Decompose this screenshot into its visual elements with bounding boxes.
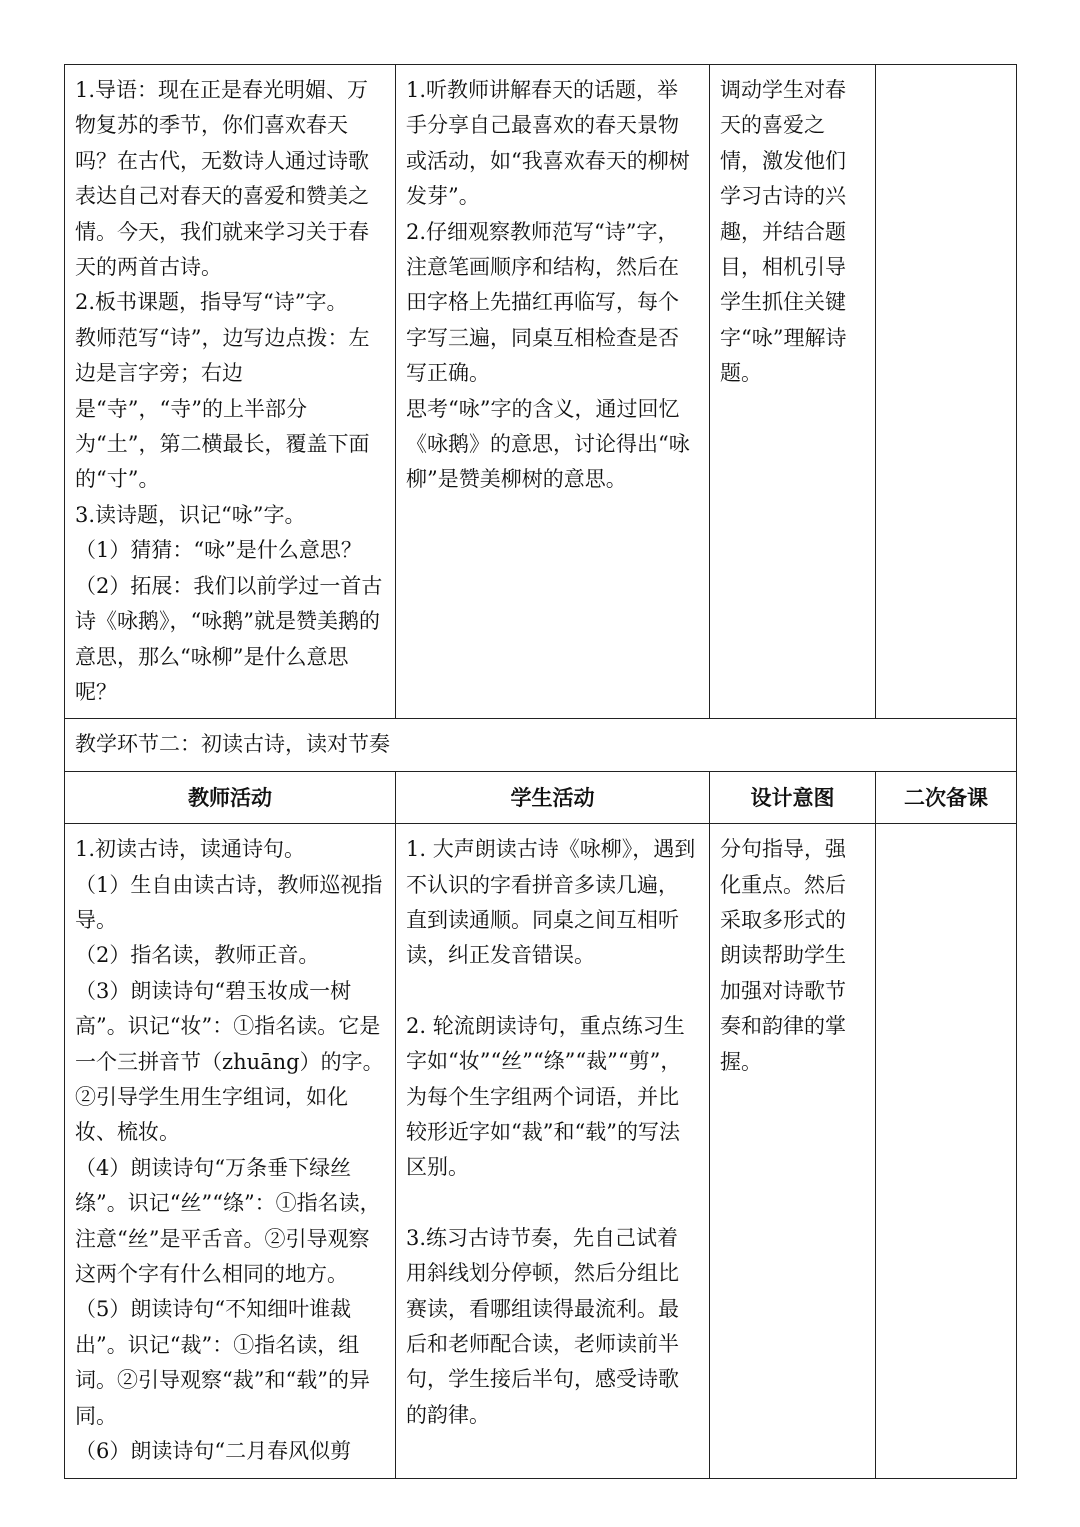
paragraph: 1.听教师讲解春天的话题，举手分享自己最喜欢的春天景物或活动，如“我喜欢春天的柳树发芽”。: [406, 78, 690, 209]
student-activity-cell: [396, 65, 710, 719]
second-prep-cell: [876, 65, 1017, 719]
blank-line: [406, 974, 699, 1009]
paragraph: （1）生自由读古诗，教师巡视指导。: [75, 872, 383, 932]
section-title: 教学环节二：初读古诗，读对节奏: [65, 719, 1017, 771]
activity-row-1: [65, 65, 1017, 719]
paragraph: 2.仔细观察教师范写“诗”字，注意笔画顺序和结构，然后在田字格上先描红再临写，每个字写三遍，同桌互相检查是否写正确。: [406, 219, 679, 386]
paragraph: （1）猜猜：“咏”是什么意思？: [75, 538, 362, 563]
header-second-prep: 二次备课: [876, 771, 1017, 823]
activity-row-2: [65, 824, 1017, 1479]
paragraph: （5）朗读诗句“不知细叶谁裁出”。识记“裁”：①指名读，组词。②引导观察“裁”和“载”的异同。: [75, 1297, 370, 1428]
header-design-intent: 设计意图: [710, 771, 876, 823]
second-prep-cell: [876, 824, 1017, 1479]
header-row: [65, 771, 1017, 823]
paragraph: 3.练习古诗节奏，先自己试着用斜线划分停顿，然后分组比赛读，看哪组读得最流利。最后和老师配合读，老师读前半句，学生接后半句，感受诗歌的韵律。: [406, 1225, 679, 1427]
paragraph: （2）指名读，教师正音。: [75, 943, 320, 968]
paragraph: 思考“咏”字的含义，通过回忆《咏鹅》的意思，讨论得出“咏柳”是赞美柳树的意思。: [406, 396, 690, 492]
section-row: [65, 719, 1017, 771]
paragraph: （3）朗读诗句“碧玉妆成一树高”。识记“妆”：①指名读。它是一个三拼音节（zhuāng）的字。②引导学生用生字组词，如化妆、梳妆。: [75, 978, 384, 1145]
teacher-activity-cell: [65, 824, 396, 1479]
paragraph: （4）朗读诗句“万条垂下绿丝绦”。识记“丝”“绦”：①指名读，注意“丝”是平舌音。②引导观察这两个字有什么相同的地方。: [75, 1155, 381, 1286]
paragraph: 1. 大声朗读古诗《咏柳》，遇到不认识的字看拼音多读几遍，直到读通顺。同桌之间互相听读，纠正发音错误。: [406, 837, 696, 968]
paragraph: 1.初读古诗，读通诗句。: [75, 837, 306, 862]
paragraph: 教师范写“诗”，边写边点拨：左边是言字旁；右边是“寺”，“寺”的上半部分为“土”，第二横最长，覆盖下面的“寸”。: [75, 325, 370, 492]
paragraph: 分句指导，强化重点。然后采取多形式的朗读帮助学生加强对诗歌节奏和韵律的掌握。: [720, 837, 846, 1074]
header-student-activity: 学生活动: [396, 771, 710, 823]
paragraph: （2）拓展：我们以前学过一首古诗《咏鹅》，“咏鹅”就是赞美鹅的意思，那么“咏柳”是什么意思呢？: [75, 573, 383, 704]
paragraph: 2.板书课题，指导写“诗”字。: [75, 290, 348, 315]
paragraph: 3.读诗题，识记“咏”字。: [75, 502, 306, 527]
header-teacher-activity: 教师活动: [65, 771, 396, 823]
paragraph: 2. 轮流朗读诗句，重点练习生字如“妆”“丝”“绦”“裁”“剪”，为每个生字组两个词语，并比较形近字如“裁”和“载”的写法区别。: [406, 1013, 685, 1180]
teacher-activity-cell: [65, 65, 396, 719]
paragraph: （6）朗读诗句“二月春风似剪: [75, 1439, 352, 1464]
design-intent-cell: [710, 65, 876, 719]
paragraph: 1.导语：现在正是春光明媚、万物复苏的季节，你们喜欢春天吗？在古代，无数诗人通过诗歌表达自己对春天的喜爱和赞美之情。今天，我们就来学习关于春天的两首古诗。: [75, 78, 369, 280]
blank-line: [406, 1186, 699, 1221]
paragraph: 调动学生对春天的喜爱之情，激发他们学习古诗的兴趣，并结合题目，相机引导学生抓住关键字“咏”理解诗题。: [720, 78, 847, 386]
design-intent-cell: [710, 824, 876, 1479]
lesson-plan-table: [64, 64, 1017, 1479]
student-activity-cell: [396, 824, 710, 1479]
